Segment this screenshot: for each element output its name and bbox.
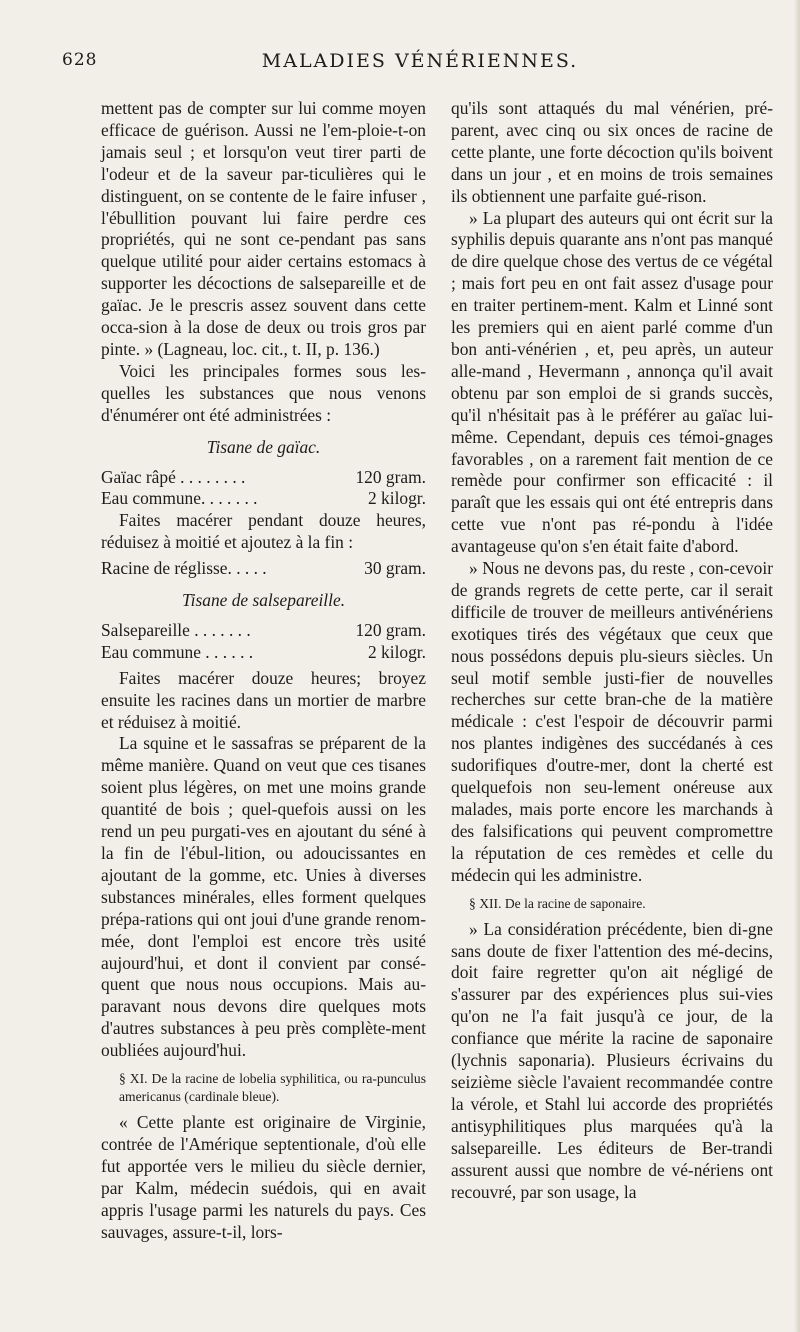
recipe-line (101, 620, 426, 642)
section-heading: § XI. De la racine de lobelia syphilitica, ou ra-punculus americanus (cardinale bleue). (119, 1071, 426, 1105)
recipe-line (101, 467, 426, 489)
running-title: MALADIES VÉNÉRIENNES. (261, 50, 579, 72)
recipe-instruction: Faites macérer pendant douze heures, réduisez à moitié et ajoutez à la fin : (101, 510, 426, 553)
paragraph: « Cette plante est originaire de Virginie, contrée de l'Amérique septentionale, d'où elle fut apportée vers le milieu du siècle dernier, par Kalm, médecin suédois, qui en avait appris l'usage parmi les naturels du pays. Ces sauvages, assure-t-il, lors- (101, 1112, 426, 1242)
recipe-instruction: Faites macérer douze heures; broyez ensuite les racines dans un mortier de marbre et réduisez à moitié. (101, 667, 426, 732)
recipe-item: Eau commune. . . . . . . (101, 488, 258, 509)
page-edge (794, 0, 800, 1332)
paragraph: Voici les principales formes sous les-quelles les substances que nous venons d'énumérer ont été administrées : (101, 360, 426, 425)
recipe-item: Racine de réglisse. . . . . (101, 558, 267, 579)
recipe-quantity: 2 kilogr. (368, 488, 426, 509)
recipe-item: Eau commune . . . . . . (101, 641, 254, 662)
recipe-line (101, 488, 426, 510)
recipe-title: Tisane de salsepareille. (181, 590, 346, 611)
page-header (62, 50, 778, 82)
recipe-title: Tisane de gaïac. (206, 436, 321, 457)
page-number: 628 (62, 50, 98, 70)
recipe-item: Gaïac râpé . . . . . . . . (101, 466, 246, 487)
paragraph: » La plupart des auteurs qui ont écrit sur la syphilis depuis quarante ans n'ont pas manqué de dire quelque chose des vertus de ce végétal ; mais fort peu en ont fait assez d'usage pour en traiter pertinem-ment. Kalm et Linné sont les premiers qui en aient parlé comme d'un bon anti-vénérien , et, peu après, un auteur alle-mand , Hevermann , annonça qu'il avait obtenu par son emploi de si grands succès, qu'il n'hésitait pas à le préférer au gaïac lui-même. Cependant, depuis ces témoi-gnages favorables , on a rarement fait mention de ce remède pour confirmer son efficacité : il paraît que les essais qui ont été entrepris dans cette vue n'ont pas ré-pondu à l'idée avantageuse qu'on s'en était faite d'abord. (451, 207, 773, 557)
recipe-quantity: 2 kilogr. (368, 641, 426, 662)
recipe-item: Salsepareille . . . . . . . (101, 619, 251, 640)
recipe-quantity: 120 gram. (355, 619, 426, 640)
recipe-quantity: 120 gram. (355, 466, 426, 487)
paragraph: La squine et le sassafras se préparent de la même manière. Quand on veut que ces tisanes soient plus légères, on met une moins grande quantité de bois ; quel-quefois aussi on les rend un peu purgati-ves en ajoutant du séné à la fin de l'ébul-lition, ou adoucissantes en ajoutant de la gomme, etc. Unies à diverses substances minérales, elles forment quelques prépa-rations qui ont joui d'une grande renom-mée, dont l'emploi est encore très usité aujourd'hui, et dont il convient par consé-quent que nous nous occupions. Mais au-paravant nous devons dire quelques mots d'autres substances à peu près complète-ment oubliées aujourd'hui. (101, 733, 426, 1061)
section-heading: § XII. De la racine de saponaire. (469, 895, 646, 911)
recipe-quantity: 30 gram. (364, 558, 426, 579)
recipe-line (101, 642, 426, 664)
paragraph: mettent pas de compter sur lui comme moyen efficace de guérison. Aussi ne l'em-ploie-t-on jamais seul ; et lorsqu'on veut tirer parti de l'odeur et de la saveur par-ticulières qui le distinguent, on se contente de le faire infuser , l'ébullition pouvant lui faire perdre ces propriétés, qui ne sont ce-pendant pas sans quelque utilité pour aider certains estomacs à supporter les décoctions de salsepareille et de gaïac. Je le prescris assez souvent dans cette occa-sion à la dose de deux ou trois gros par pinte. » (Lagneau, loc. cit., t. II, p. 136.) (101, 98, 426, 359)
paragraph: qu'ils sont attaqués du mal vénérien, pré-parent, avec cinq ou six onces de racine de cette plante, une forte décoction qu'ils boivent dans un jour , et en moins de trois semaines ils obtiennent une parfaite gué-rison. (451, 98, 773, 206)
left-column (101, 98, 426, 1244)
right-column (451, 98, 773, 1203)
recipe-line (101, 558, 426, 580)
paragraph: » La considération précédente, bien di-gne sans doute de fixer l'attention des mé-decins, doit faire regretter qu'on ait négligé de s'assurer par des expériences plus sui-vies qu'on ne l'a fait jusqu'à ce jour, de la confiance que mérite la racine de saponaire (lychnis saponaria). Plusieurs écrivains du seizième siècle l'avaient recommandée contre la vérole, et Stahl lui accorde des propriétés antisyphilitiques plus marquées qu'à la salsepareille. Les éditeurs de Ber-trandi assurent aussi que nombre de vé-nériens ont recouvré, par son usage, la (451, 918, 773, 1202)
paragraph: » Nous ne devons pas, du reste , con-cevoir de grands regrets de cette perte, car il serait difficile de trouver de meilleurs antivénériens exotiques tirés des végétaux que ceux que nous possédons depuis plu-sieurs siècles. Un seul motif semble justi-fier de nouvelles recherches sur cette bran-che de la matière médicale : c'est l'espoir de découvrir parmi nos plantes indigènes des succédanés à ces sudorifiques d'outre-mer, dont la cherté est quelquefois non seu-lement onéreuse aux malades, mais porte encore les marchands à des falsifications qui peuvent compromettre la réputation de ces remèdes et celle du médecin qui les administre. (451, 558, 773, 885)
